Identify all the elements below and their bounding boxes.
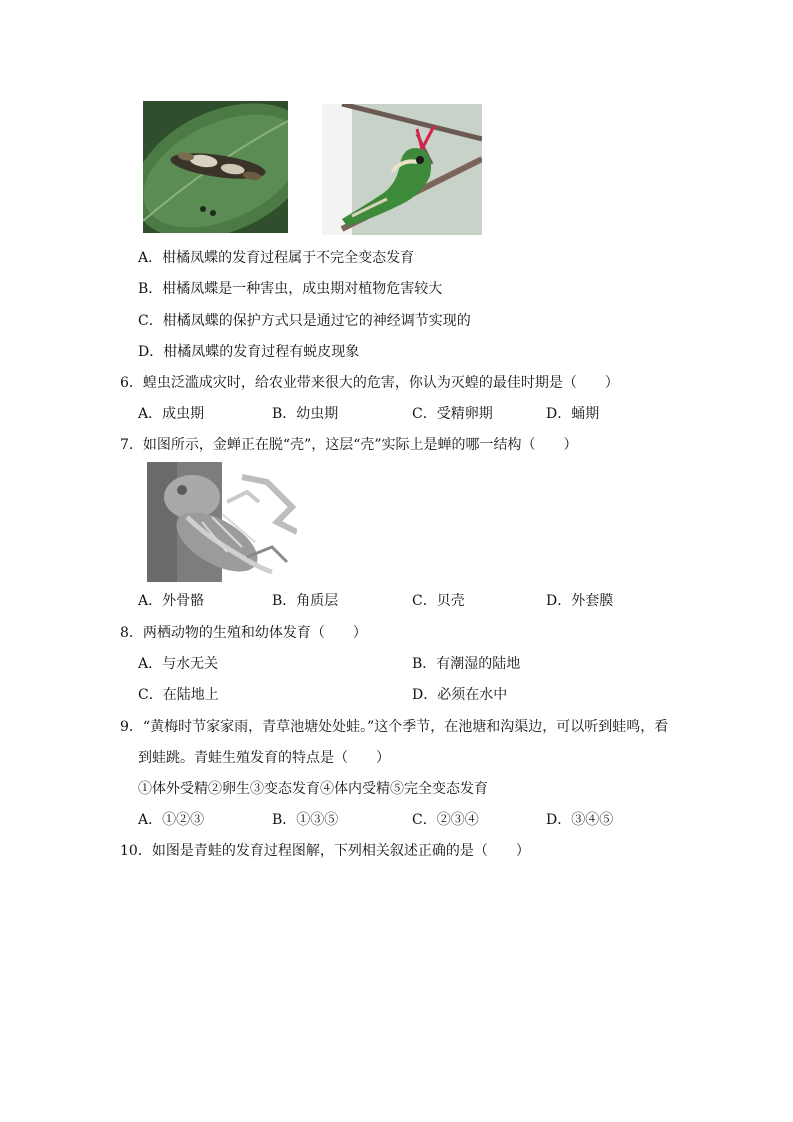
- q8-option-c: C．在陆地上: [138, 687, 219, 703]
- q7-option-c: C．贝壳: [412, 593, 465, 609]
- caterpillar-on-leaf-illustration: [143, 101, 288, 233]
- q6-option-a: A．成虫期: [138, 406, 205, 422]
- q6-option-c: C．受精卵期: [412, 406, 493, 422]
- q6-option-d: D．蛹期: [546, 406, 600, 422]
- green-caterpillar-photo: [322, 104, 482, 235]
- q9-option-b: B．①③⑤: [272, 812, 339, 828]
- q6-stem: 6．蝗虫泛滥成灾时，给农业带来很大的危害，你认为灭蝗的最佳时期是（ ）: [120, 375, 619, 391]
- q9-statements: ①体外受精②卵生③变态发育④体内受精⑤完全变态发育: [138, 781, 488, 797]
- q9-option-d: D．③④⑤: [546, 812, 614, 828]
- q10-stem: 10．如图是青蛙的发育过程图解，下列相关叙述正确的是（ ）: [120, 843, 530, 859]
- q8-option-d: D．必须在水中: [412, 687, 508, 703]
- q7-stem: 7．如图所示，金蝉正在脱“壳”，这层“壳”实际上是蝉的哪一结构（ ）: [120, 437, 578, 453]
- q8-option-a: A．与水无关: [138, 656, 219, 672]
- q9-option-c: C．②③④: [412, 812, 479, 828]
- q6-option-b: B．幼虫期: [272, 406, 339, 422]
- q8-stem: 8．两栖动物的生殖和幼体发育（ ）: [120, 625, 367, 641]
- green-caterpillar-illustration: [322, 104, 482, 235]
- q9-stem-line1: 9．“黄梅时节家家雨，青草池塘处处蛙。”这个季节，在池塘和沟渠边，可以听到蛙鸣，看: [120, 719, 669, 735]
- q5-option-c: C．柑橘凤蝶的保护方式只是通过它的神经调节实现的: [138, 313, 471, 329]
- cicada-molting-illustration: [147, 462, 297, 582]
- q7-option-b: B．角质层: [272, 593, 339, 609]
- q9-option-a: A．①②③: [138, 812, 205, 828]
- q7-option-a: A．外骨骼: [138, 593, 205, 609]
- cicada-molting-photo: [147, 462, 297, 582]
- q9-stem-line2: 到蛙跳。青蛙生殖发育的特点是（ ）: [138, 750, 390, 766]
- q7-option-d: D．外套膜: [546, 593, 614, 609]
- q8-option-b: B．有潮湿的陆地: [412, 656, 521, 672]
- q5-option-b: B．柑橘凤蝶是一种害虫，成虫期对植物危害较大: [138, 281, 443, 297]
- q5-option-a: A．柑橘凤蝶的发育过程属于不完全变态发育: [138, 250, 415, 266]
- q5-option-d: D．柑橘凤蝶的发育过程有蜕皮现象: [138, 344, 360, 360]
- caterpillar-on-leaf-photo: [143, 101, 288, 233]
